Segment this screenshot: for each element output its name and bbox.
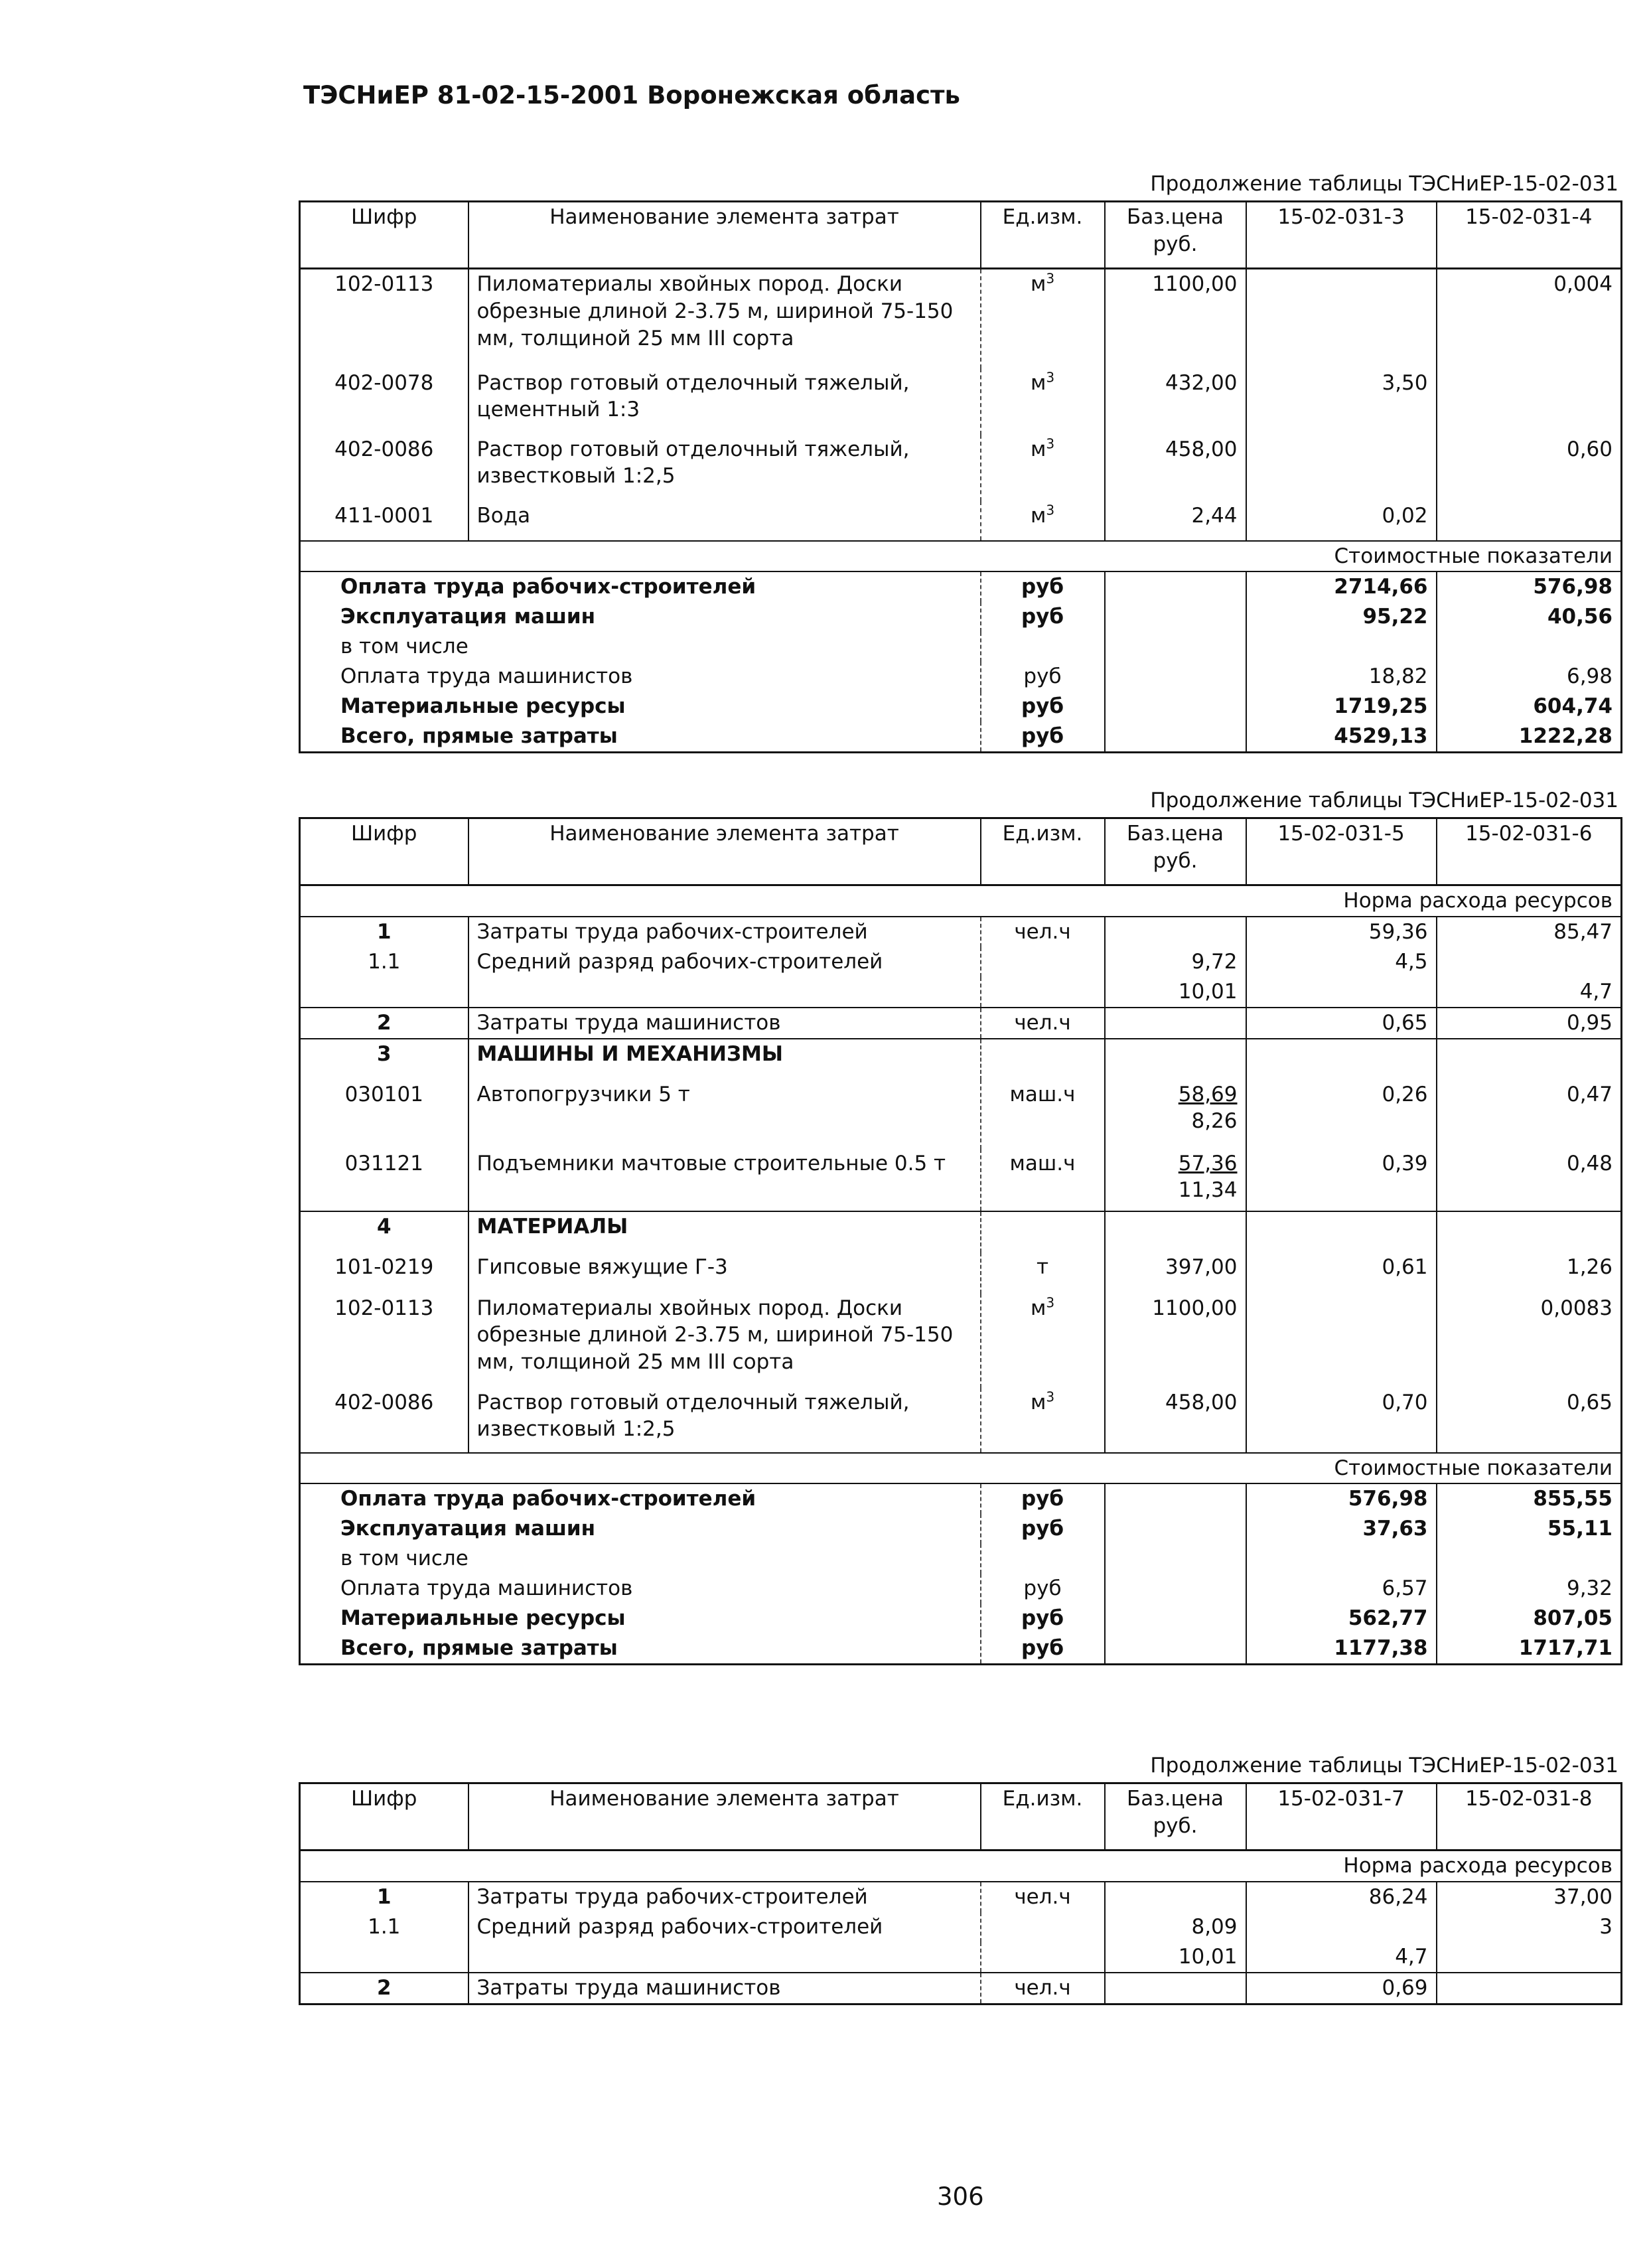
row-unit	[981, 501, 1105, 541]
table-row	[300, 435, 1622, 501]
row-col-b: 0,95	[1437, 1008, 1622, 1039]
row-code	[300, 977, 468, 1008]
total-unit: руб	[981, 1604, 1105, 1633]
total-col-b: 576,98	[1437, 571, 1622, 602]
row-unit	[981, 1912, 1105, 1942]
total-col-b	[1437, 1544, 1622, 1574]
row-price-secondary: 11,34	[1178, 1178, 1238, 1203]
row-unit	[981, 368, 1105, 435]
table-header-row	[300, 202, 1622, 269]
row-name: Вода	[468, 501, 981, 541]
total-row	[300, 571, 1622, 602]
total-label: Всего, прямые затраты	[340, 1635, 618, 1660]
row-price	[1105, 1008, 1246, 1039]
row-price-value: 58,69	[1178, 1082, 1238, 1106]
row-col-a: 0,26	[1246, 1080, 1437, 1149]
row-code: 1.1	[368, 949, 401, 974]
row-unit-sup: 3	[1046, 1294, 1055, 1311]
row-price	[1105, 1039, 1246, 1080]
total-row	[300, 721, 1622, 752]
table-row	[300, 1252, 1622, 1294]
header-name: Наименование элемента затрат	[468, 202, 981, 269]
total-unit: руб	[981, 721, 1105, 752]
row-unit-sup: 3	[1046, 1389, 1055, 1405]
row-col-b	[1437, 368, 1622, 435]
total-unit: руб	[981, 662, 1105, 692]
total-col-a	[1246, 1544, 1437, 1574]
header-col-a: 15-02-031-3	[1246, 202, 1437, 269]
total-price	[1105, 1604, 1246, 1633]
row-price: 458,00	[1105, 435, 1246, 501]
total-col-a: 1719,25	[1246, 692, 1437, 721]
header-col-a: 15-02-031-7	[1246, 1783, 1437, 1851]
total-col-a: 37,63	[1246, 1514, 1437, 1544]
row-name: Гипсовые вяжущие Г-3	[468, 1252, 981, 1294]
row-col-b: 85,47	[1437, 917, 1622, 947]
table-row	[300, 368, 1622, 435]
total-row	[300, 1574, 1622, 1604]
total-label: Эксплуатация машин	[340, 605, 596, 629]
total-col-b: 9,32	[1437, 1574, 1622, 1604]
total-price	[1105, 1514, 1246, 1544]
row-unit-text: м	[1030, 437, 1046, 461]
total-row	[300, 1544, 1622, 1574]
total-price	[1105, 602, 1246, 632]
row-col-b: 4,7	[1437, 977, 1622, 1008]
total-price	[1105, 1574, 1246, 1604]
row-name: Пиломатериалы хвойных пород. Доски обрезные длиной 2-3.75 м, шириной 75-150 мм, толщиной 25 мм III сорта	[468, 269, 981, 368]
table-row	[300, 917, 1622, 947]
row-unit	[981, 1039, 1105, 1080]
table-row	[300, 1080, 1622, 1149]
header-col-b: 15-02-031-8	[1437, 1783, 1622, 1851]
row-name: Подъемники мачтовые строительные 0.5 т	[468, 1149, 981, 1211]
total-row	[300, 692, 1622, 721]
total-unit	[981, 1544, 1105, 1574]
total-unit	[981, 632, 1105, 662]
total-col-a	[1246, 632, 1437, 662]
row-unit	[981, 1294, 1105, 1388]
row-col-a: 4,5	[1246, 947, 1437, 977]
total-col-b	[1437, 632, 1622, 662]
total-label: Всего, прямые затраты	[340, 723, 618, 748]
table-row	[300, 1294, 1622, 1388]
row-col-a	[1246, 435, 1437, 501]
row-unit	[981, 977, 1105, 1008]
row-price: 397,00	[1105, 1252, 1246, 1294]
resource-table-2	[299, 817, 1622, 1665]
total-row	[300, 632, 1622, 662]
row-code: 1.1	[368, 1914, 401, 1939]
total-row	[300, 1514, 1622, 1544]
row-col-b: 0,48	[1437, 1149, 1622, 1211]
resource-table-3	[299, 1782, 1622, 2005]
row-name: Затраты труда рабочих-строителей	[468, 1882, 981, 1912]
total-price	[1105, 1633, 1246, 1664]
row-col-a: 0,69	[1246, 1973, 1437, 2004]
row-price	[1105, 1080, 1246, 1149]
row-price	[1105, 1149, 1246, 1211]
row-col-a: 0,39	[1246, 1149, 1437, 1211]
row-price: 10,01	[1105, 977, 1246, 1008]
total-col-a: 18,82	[1246, 662, 1437, 692]
total-unit: руб	[981, 692, 1105, 721]
row-code: 402-0086	[334, 1390, 434, 1414]
row-price: 458,00	[1105, 1388, 1246, 1453]
row-unit: т	[981, 1252, 1105, 1294]
row-col-a	[1246, 1039, 1437, 1080]
row-name: Раствор готовый отделочный тяжелый, известковый 1:2,5	[468, 435, 981, 501]
header-col-a: 15-02-031-5	[1246, 818, 1437, 885]
row-unit: маш.ч	[981, 1149, 1105, 1211]
total-label: Оплата труда рабочих-строителей	[340, 1487, 756, 1511]
row-col-b	[1437, 1039, 1622, 1080]
total-col-b: 6,98	[1437, 662, 1622, 692]
total-col-a: 95,22	[1246, 602, 1437, 632]
row-col-b: 0,004	[1437, 269, 1622, 368]
row-col-b	[1437, 1942, 1622, 1973]
table-row	[300, 1973, 1622, 2004]
total-label: Оплата труда рабочих-строителей	[340, 575, 756, 599]
row-unit	[981, 1942, 1105, 1973]
total-price	[1105, 632, 1246, 662]
table-row	[300, 1039, 1622, 1080]
row-unit-sup: 3	[1046, 502, 1055, 518]
cost-section-row	[300, 541, 1622, 572]
norm-section-row	[300, 1851, 1622, 1882]
row-code: 1	[376, 919, 392, 944]
total-col-b: 855,55	[1437, 1483, 1622, 1514]
header-unit: Ед.изм.	[981, 1783, 1105, 1851]
row-col-b: 37,00	[1437, 1882, 1622, 1912]
header-code: Шифр	[300, 818, 468, 885]
table-header-row	[300, 818, 1622, 885]
total-col-a: 576,98	[1246, 1483, 1437, 1514]
total-label: в том числе	[340, 1547, 468, 1571]
row-code: 102-0113	[334, 1296, 434, 1320]
row-code: 4	[300, 1211, 468, 1252]
row-price: 10,01	[1105, 1942, 1246, 1973]
table-row	[300, 269, 1622, 368]
row-unit-sup: 3	[1046, 435, 1055, 452]
header-price: Баз.цена руб.	[1105, 202, 1246, 269]
row-col-b: 3	[1437, 1912, 1622, 1942]
row-unit-text: м	[1030, 1390, 1046, 1414]
cost-section-label: Стоимостные показатели	[300, 1453, 1622, 1484]
table-continuation-label: Продолжение таблицы ТЭСНиЕР-15-02-031	[1150, 172, 1618, 196]
row-unit-text: м	[1030, 370, 1046, 395]
row-unit-text: м	[1030, 503, 1046, 528]
row-col-a: 4,7	[1246, 1942, 1437, 1973]
row-name	[468, 1942, 981, 1973]
row-name: МАТЕРИАЛЫ	[468, 1211, 981, 1252]
header-unit: Ед.изм.	[981, 818, 1105, 885]
header-col-b: 15-02-031-4	[1437, 202, 1622, 269]
norm-section-label: Норма расхода ресурсов	[300, 1851, 1622, 1882]
row-unit-sup: 3	[1046, 270, 1055, 287]
total-label: Эксплуатация машин	[340, 1517, 596, 1541]
row-col-a: 0,02	[1246, 501, 1437, 541]
row-col-a	[1246, 977, 1437, 1008]
row-col-b	[1437, 1211, 1622, 1252]
row-col-a: 0,65	[1246, 1008, 1437, 1039]
row-name: Средний разряд рабочих-строителей	[468, 947, 981, 977]
header-code: Шифр	[300, 202, 468, 269]
total-price	[1105, 721, 1246, 752]
row-price-secondary: 8,26	[1191, 1109, 1238, 1134]
row-price	[1105, 1973, 1246, 2004]
cost-section-row	[300, 1453, 1622, 1484]
row-name: Автопогрузчики 5 т	[468, 1080, 981, 1149]
total-row	[300, 1483, 1622, 1514]
total-col-b: 1222,28	[1437, 721, 1622, 752]
norm-section-label: Норма расхода ресурсов	[300, 885, 1622, 917]
total-label: Материальные ресурсы	[340, 694, 626, 719]
header-unit: Ед.изм.	[981, 202, 1105, 269]
row-price: 2,44	[1105, 501, 1246, 541]
table-row	[300, 1388, 1622, 1453]
row-col-a: 86,24	[1246, 1882, 1437, 1912]
total-label: Оплата труда машинистов	[340, 1576, 633, 1601]
row-price-value: 57,36	[1178, 1151, 1238, 1175]
row-code: 102-0113	[334, 272, 434, 296]
total-col-a: 6,57	[1246, 1574, 1437, 1604]
row-col-b	[1437, 947, 1622, 977]
row-unit	[981, 1388, 1105, 1453]
total-label: Оплата труда машинистов	[340, 664, 633, 689]
total-col-b: 604,74	[1437, 692, 1622, 721]
total-col-a: 2714,66	[1246, 571, 1437, 602]
row-unit: чел.ч	[981, 1008, 1105, 1039]
table-continuation-label: Продолжение таблицы ТЭСНиЕР-15-02-031	[1150, 1754, 1618, 1777]
header-price: Баз.цена руб.	[1105, 1783, 1246, 1851]
row-name: Раствор готовый отделочный тяжелый, известковый 1:2,5	[468, 1388, 981, 1453]
row-code: 2	[300, 1008, 468, 1039]
total-col-b: 55,11	[1437, 1514, 1622, 1544]
row-name	[468, 977, 981, 1008]
table-row	[300, 1882, 1622, 1912]
table-header-row	[300, 1783, 1622, 1851]
row-col-b	[1437, 501, 1622, 541]
table-row	[300, 1942, 1622, 1973]
row-code: 3	[300, 1039, 468, 1080]
row-price: 1100,00	[1105, 1294, 1246, 1388]
total-unit: руб	[981, 602, 1105, 632]
header-name: Наименование элемента затрат	[468, 1783, 981, 1851]
row-unit: маш.ч	[981, 1080, 1105, 1149]
total-price	[1105, 692, 1246, 721]
row-price: 432,00	[1105, 368, 1246, 435]
row-unit-sup: 3	[1046, 369, 1055, 386]
row-unit-text: м	[1030, 1296, 1046, 1320]
row-unit	[981, 269, 1105, 368]
row-col-a	[1246, 269, 1437, 368]
row-col-a	[1246, 1912, 1437, 1942]
row-col-a: 59,36	[1246, 917, 1437, 947]
total-price	[1105, 1544, 1246, 1574]
row-code	[300, 1942, 468, 1973]
total-unit: руб	[981, 1633, 1105, 1664]
row-price	[1105, 1882, 1246, 1912]
row-name: Затраты труда рабочих-строителей	[468, 917, 981, 947]
row-code: 101-0219	[334, 1254, 434, 1279]
header-name: Наименование элемента затрат	[468, 818, 981, 885]
table-row	[300, 501, 1622, 541]
row-col-a	[1246, 1211, 1437, 1252]
total-col-b: 807,05	[1437, 1604, 1622, 1633]
total-unit: руб	[981, 1483, 1105, 1514]
total-price	[1105, 1483, 1246, 1514]
row-col-b: 0,0083	[1437, 1294, 1622, 1388]
row-col-a: 3,50	[1246, 368, 1437, 435]
total-col-b: 1717,71	[1437, 1633, 1622, 1664]
row-code: 031121	[344, 1151, 423, 1175]
row-name: Средний разряд рабочих-строителей	[468, 1912, 981, 1942]
header-price: Баз.цена руб.	[1105, 818, 1246, 885]
total-col-b: 40,56	[1437, 602, 1622, 632]
row-unit: чел.ч	[981, 1882, 1105, 1912]
row-code: 030101	[344, 1082, 423, 1106]
total-price	[1105, 662, 1246, 692]
table-row	[300, 1008, 1622, 1039]
total-unit: руб	[981, 571, 1105, 602]
table-row	[300, 1149, 1622, 1211]
row-col-b: 0,60	[1437, 435, 1622, 501]
row-price: 9,72	[1105, 947, 1246, 977]
row-col-a: 0,61	[1246, 1252, 1437, 1294]
total-col-a: 4529,13	[1246, 721, 1437, 752]
row-col-a	[1246, 1294, 1437, 1388]
total-row	[300, 1604, 1622, 1633]
total-col-a: 1177,38	[1246, 1633, 1437, 1664]
row-price: 1100,00	[1105, 269, 1246, 368]
row-col-b: 0,65	[1437, 1388, 1622, 1453]
total-price	[1105, 571, 1246, 602]
row-code: 1	[376, 1884, 392, 1909]
cost-section-label: Стоимостные показатели	[300, 541, 1622, 572]
row-name: Раствор готовый отделочный тяжелый, цементный 1:3	[468, 368, 981, 435]
row-name: Затраты труда машинистов	[468, 1008, 981, 1039]
table-row	[300, 977, 1622, 1008]
table-continuation-label: Продолжение таблицы ТЭСНиЕР-15-02-031	[1150, 789, 1618, 812]
table-row	[300, 1912, 1622, 1942]
total-unit: руб	[981, 1574, 1105, 1604]
row-price	[1105, 1211, 1246, 1252]
page-number: 306	[937, 2182, 984, 2211]
row-unit	[981, 947, 1105, 977]
total-row	[300, 662, 1622, 692]
row-name: МАШИНЫ И МЕХАНИЗМЫ	[468, 1039, 981, 1080]
row-col-b: 0,47	[1437, 1080, 1622, 1149]
row-price: 8,09	[1105, 1912, 1246, 1942]
table-row	[300, 947, 1622, 977]
total-unit: руб	[981, 1514, 1105, 1544]
row-unit: чел.ч	[981, 917, 1105, 947]
row-name: Пиломатериалы хвойных пород. Доски обрезные длиной 2-3.75 м, шириной 75-150 мм, толщиной 25 мм III сорта	[468, 1294, 981, 1388]
row-code: 402-0078	[334, 370, 434, 395]
table-row	[300, 1211, 1622, 1252]
row-col-b: 1,26	[1437, 1252, 1622, 1294]
row-col-b	[1437, 1973, 1622, 2004]
page-title: ТЭСНиЕР 81-02-15-2001 Воронежская область	[303, 81, 960, 110]
row-code: 2	[300, 1973, 468, 2004]
total-row	[300, 602, 1622, 632]
row-unit	[981, 435, 1105, 501]
resource-table-1	[299, 200, 1622, 753]
row-unit: чел.ч	[981, 1973, 1105, 2004]
total-label: Материальные ресурсы	[340, 1606, 626, 1631]
header-code: Шифр	[300, 1783, 468, 1851]
row-col-a: 0,70	[1246, 1388, 1437, 1453]
header-col-b: 15-02-031-6	[1437, 818, 1622, 885]
norm-section-row	[300, 885, 1622, 917]
total-label: в том числе	[340, 635, 468, 659]
row-name: Затраты труда машинистов	[468, 1973, 981, 2004]
row-unit	[981, 1211, 1105, 1252]
row-unit-text: м	[1030, 272, 1046, 296]
total-col-a: 562,77	[1246, 1604, 1437, 1633]
row-code: 411-0001	[334, 503, 434, 528]
total-row	[300, 1633, 1622, 1664]
row-price	[1105, 917, 1246, 947]
row-code: 402-0086	[334, 437, 434, 461]
